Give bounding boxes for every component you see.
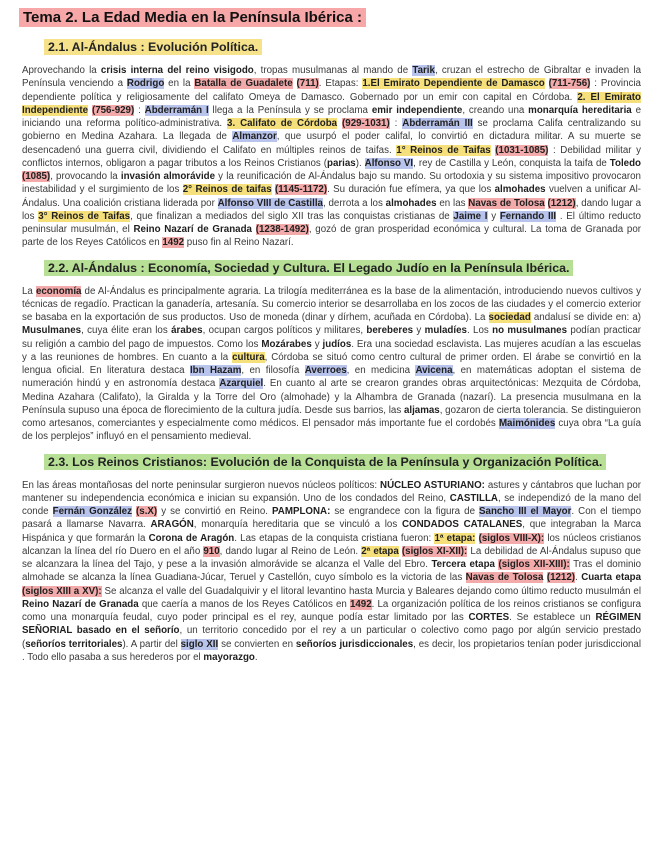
highlight-person: Azarquiel [219,378,264,390]
body-text: . Los [466,325,493,337]
highlight-date: (1212) [547,197,576,209]
bold-term: Toledo [609,157,641,169]
highlight-date: (1145-1172) [275,184,328,196]
section-1-heading: 2.1. Al-Ándalus : Evolución Política. [44,39,262,55]
highlight-date: (siglos XIII a XV): [22,585,102,597]
highlight-stage: sociedad [488,312,531,323]
highlight-person: Fernán González [52,506,132,517]
body-text: , en medicina [346,365,416,376]
highlight-person: Almanzor [232,131,277,143]
bold-term: CONDADOS CATALANES [401,519,523,531]
highlight-person: Avicena [415,365,453,376]
section-2-body [22,285,641,444]
bold-term: Reino Nazarí de Granada [22,598,139,610]
body-text: , Córdoba se situó como centro cultural de primer orden. El árabe se convirtió en la lengua oficial. En literatura destaca [22,351,641,376]
highlight-date: (siglos VIII-X): [478,532,545,544]
bold-term: Corona de Aragón [148,532,235,544]
bold-term: Cuarta etapa [581,572,641,584]
body-text: , monarquía hereditaria que se vinculó a los [193,519,402,531]
highlight-date: Navas de Tolosa [468,197,545,209]
section-3-body [22,479,641,665]
body-text: ). A partir del [122,638,181,650]
body-text: , ocupan cargos políticos y militares, [202,325,367,337]
highlight-stage: 1ª etapa: [434,532,476,544]
body-text: se convierten en [218,638,296,650]
body-text: , se independizó de la mano del conde [22,492,641,517]
body-text: se engrandece con la figura de [330,506,480,517]
highlight-person: Averroes [304,365,347,376]
body-text: . Era una sociedad esclavista. Las mujeres acudían a las escuelas y a las reuniones de hombres. En cuanto a la [22,338,642,363]
body-text: , cuya élite eran los [81,325,172,337]
body-text: : [134,104,145,116]
body-text: e iniciando una reforma político-administrativa. [22,104,641,129]
bold-term: crisis interna del reino visigodo [100,65,254,76]
body-text: , un territorio concedido por el rey a un particular o colectivo como pago por algún servicio prestado ( [22,625,642,650]
highlight-date: Navas de Tolosa [465,572,544,584]
highlight-date: (711) [296,78,319,90]
body-text: , rey de Castilla y León, conquista la taifa de [413,157,610,169]
highlight-stage: cultura [232,351,265,363]
body-text: . El último reducto peninsular musulmán, el [22,210,641,235]
section-3-heading-wrap [22,453,641,471]
bold-term: árabes [171,325,203,337]
section-3-heading: 2.3. Los Reinos Cristianos: Evolución de la Conquista de la Península y Organización Política. [44,454,606,470]
body-text: , en filosofía [241,365,305,376]
body-text: Se alcanza el valle del Guadalquivir y el litoral levantino hasta Murcia y Baleares dejando como último reducto musulmán el [101,585,641,597]
body-text: La [22,285,36,297]
body-text: . Con el tiempo pasará a llamarse Navarra. [22,506,641,531]
highlight-stage: 2. El Emirato Independiente [22,91,641,116]
highlight-person: Alfonso VI [364,157,414,169]
body-text: . Las etapas de la conquista cristiana fueron: [234,532,435,544]
body-text: y [413,325,425,337]
body-text: : [389,118,403,129]
bold-term: mayorazgo [203,651,255,663]
body-text: , cruzan el estrecho de Gibraltar e invaden la Península venciendo a [22,65,642,90]
highlight-date: (1212) [546,572,576,584]
body-text: astures y cántabros que luchan por mantener su independencia económica e inician su expansión. Uno de los condados del Reino, [22,479,642,504]
bold-term: ARAGÓN [150,519,194,531]
body-text: . Su duración fue efímera, ya que los [327,184,495,196]
body-text: La debilidad de Al-Ándalus supuso que se alcanzara la línea del Tajo, y pese a la invasión almorávide se alcanza el Valle del Ebro. [22,545,641,570]
highlight-person: siglo XII [180,638,219,650]
highlight-date: economía [35,285,82,297]
highlight-stage: 3° Reinos de Taifas [38,210,131,222]
highlight-date: 1492 [162,237,185,249]
document-title: Tema 2. La Edad Media en la Península Ibérica : [19,8,366,27]
body-text: . [254,651,258,663]
bold-term: CORTES [468,612,510,623]
highlight-date: 910 [203,545,220,557]
highlight-person: Alfonso VIII de Castilla [217,197,323,209]
body-text: de Al-Ándalus es principalmente agraria. La trilogía mediterránea es la base de la alimentación, introduciendo nuevos cultivos y técnicas de regadío. Practican la ganadería, artesanía. Su comercio interior se desarrollaba en los zocos de las ciudades y el comercio exterior se basaba en la exportación de sus productos. Uso de moneda (dinar y dírhem, acuñada en Córdoba). La [22,285,641,323]
body-text: Tras el dominio almohade se alcanza la línea Guadiana-Júcar, Teruel y Castellón, cuyo símbolo es la victoria de las [22,559,642,584]
bold-term: Reino Nazarí de Granada [133,224,252,235]
highlight-person: Tarik [412,65,435,76]
bold-term: judíos [322,338,352,350]
body-text: y se convirtió en Reino. [157,506,273,517]
body-text: cuya obra “La guía de los perplejos” influyó en el pensamiento medieval. [22,418,642,443]
highlight-person: Abderramán III [402,118,473,129]
body-text: , tropas musulmanas al mando de [253,65,413,76]
body-text: , que usurpó el poder califal, lo convirtió en dictadura militar. A su muerte se desencadenó una guerra civil, dividiendo el Califato en múltiples reinos de taifas. [22,131,641,156]
bold-term: almohades [385,197,437,209]
bold-term: Mozárabes [261,338,312,350]
body-text: , es decir, los propietarios tenían poder jurisdiccional . Todo ello pasaba a sus herederos por el [22,638,641,663]
bold-term: Tercera etapa [431,559,495,570]
body-text: , derrota a los [322,197,386,209]
body-text: Aprovechando la [22,65,101,76]
section-1-heading-wrap [22,38,641,56]
bold-term: señoríos territoriales [25,638,123,650]
highlight-stage: 2° Reinos de taifas [182,184,272,196]
highlight-stage: 1° Reinos de Taifas [396,144,491,156]
body-text: y [487,210,500,222]
bold-term: CASTILLA [449,492,498,504]
body-text: . [575,572,582,584]
bold-term: Musulmanes [22,325,82,337]
body-text: vuelven a unificar Al-Ándalus. Una coalición cristiana liderada por [22,184,641,209]
body-text: : Provincia dependiente política y religiosamente del califato Omeya de Damasco. Gobernado por un emir con capital en Córdoba. [22,78,641,103]
highlight-date: (929-1031) [342,118,390,129]
bold-term: PAMPLONA: [272,506,331,517]
highlight-date: (1031-1085) [495,144,549,156]
bold-term: no musulmanes [492,325,568,337]
body-text: se proclama Califa centralizando su gobierno en Medina Azahara. La llegada de [22,118,641,143]
bold-term: NÚCLEO ASTURIANO: [380,479,485,491]
highlight-date: (siglos XII-XIII): [498,559,570,570]
body-text: podían practicar su religión a cambio del pago de impuestos. Como los [22,325,641,350]
bold-term: monarquía hereditaria [528,104,632,116]
highlight-date: (711-756) [548,78,591,90]
body-text: . Etapas: [318,78,363,90]
body-text: , gozó de gran prosperidad económica y cultural. La toma de Granada por parte de los Reyes Católicos en [22,224,641,249]
body-text: los núcleos cristianos alcanzan la línea del río Duero en el año [22,532,641,557]
body-text: , en matemáticas adoptan el sistema de numeración hindú y en astronomía destaca [22,365,641,390]
body-text: , provocando la [50,171,121,182]
highlight-person: Ibn Hazam [189,365,242,376]
body-text: en la [164,78,195,90]
highlight-person: Maimónides [498,418,556,429]
highlight-person: Fernando III [499,210,557,222]
bold-term: RÉGIMEN SEÑORIAL basado en el señorío [22,612,641,637]
section-2-heading: 2.2. Al-Ándalus : Economía, Sociedad y Cultura. El Legado Judío en la Península Ibérica. [44,260,573,276]
body-text: en las [436,197,469,209]
highlight-stage: 2ª etapa [361,545,399,557]
bold-term: invasión almorávide [120,171,216,182]
section-2-heading-wrap [22,259,641,277]
body-text: En las áreas montañosas del norte peninsular surgieron nuevos núcleos políticos: [22,479,381,491]
highlight-stage: 1.El Emirato Dependiente de Damasco [362,78,545,90]
body-text: que caería a manos de los Reyes Católicos en [138,598,350,610]
bold-term: almohades [494,184,546,196]
highlight-person: Jaime I [453,210,488,222]
body-text: , dando lugar al Reino de León. [219,545,362,557]
highlight-date: (s.X) [136,506,158,517]
highlight-date: (siglos XI-XII): [401,545,468,557]
bold-term: aljamas [403,404,440,416]
highlight-person: Rodrigo [126,78,165,90]
body-text: puso fin al Reino Nazarí. [184,237,294,249]
bold-term: parias [327,157,356,169]
body-text: , gozaron de cierta tolerancia. Se distinguieron como artesanos, comerciantes y especialmente como médicos. El pensador más importante fue el cordobés [22,404,641,429]
body-text: . En cuanto al arte se crearon grandes obras arquitectónicas: Mezquita de Córdoba, Medina Azahara (Califato), la Giralda y la Torre del Oro (almohade) y la Alhambra de Granada (nazarí). La presencia musulmana en la Península supuso una época de florecimiento de la cultura judía. Desde sus barrios, las [22,378,641,416]
highlight-date: (756-929) [91,104,135,116]
body-text: , creando una [462,104,529,116]
highlight-date: (1238-1492) [255,224,309,235]
body-text: andalusí se divide en: a) [530,312,641,323]
body-text: , que integraban la Marca Hispánica y que formarán la [22,519,641,544]
bold-term: bereberes [366,325,414,337]
bold-term: señoríos jurisdiccionales [295,638,414,650]
highlight-date: Batalla de Guadalete [194,78,293,90]
highlight-person: Sancho III el Mayor [479,506,572,517]
body-text [293,78,297,89]
bold-term: muladíes [424,325,467,337]
body-text: : Debilidad militar y conflictos internos, obligaron a pagar tributos a los Reinos Cristianos ( [22,144,641,169]
highlight-date: 1492 [349,598,372,610]
body-text: , dando lugar a los [22,197,641,222]
highlight-person: Abderramán I [144,104,209,116]
highlight-stage: 3. Califato de Córdoba [227,118,338,129]
body-text: llega a la Península y se proclama [208,104,372,116]
section-1-body [22,64,641,250]
body-text: . La organización política de los reinos cristianos se configura como una monarquía feudal, cuyo poder principal es el rey, aunque podía estar limitado por las [22,598,641,623]
body-text: y la reunificación de Al-Ándalus bajo su mando. Su ortodoxia y su sistema impositivo provocaron inestabilidad y el surgimiento de los [22,171,641,196]
body-text: ). [355,157,365,169]
body-text: . Se establece un [509,612,596,623]
highlight-date: (1085) [22,171,51,182]
body-text: , que finalizan a mediados del siglo XII tras las conquistas cristianas de [130,210,454,222]
bold-term: emir independiente [371,104,463,116]
body-text: y [311,338,323,350]
